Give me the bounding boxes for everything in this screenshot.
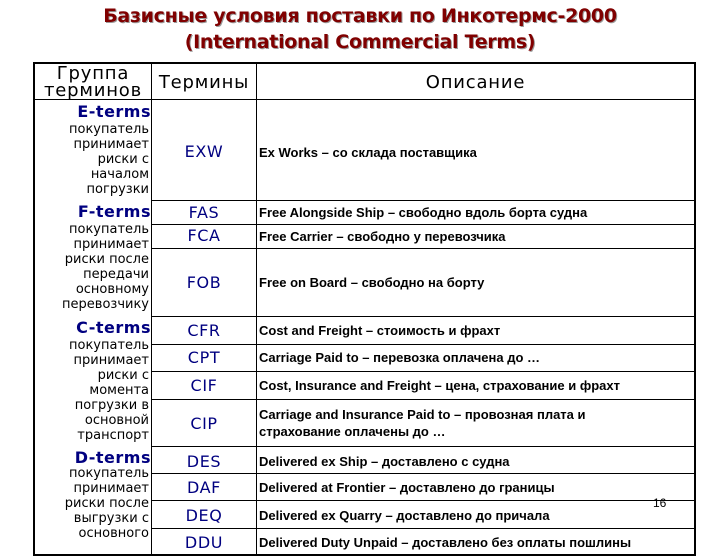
group-name: F-terms — [77, 202, 151, 221]
row-divider — [151, 344, 694, 345]
row-divider — [151, 224, 694, 225]
row-divider — [151, 399, 694, 400]
term-description: Delivered ex Ship – доставлено с судна — [259, 454, 510, 469]
term-description: Cost and Freight – стоимость и фрахт — [259, 323, 501, 338]
row-divider — [151, 248, 694, 249]
term-code: DAF — [187, 478, 221, 497]
row-divider — [151, 316, 694, 317]
group-description: покупатель принимает риски с момента погрузки в основной транспорт — [68, 338, 149, 443]
term-code: CFR — [187, 321, 221, 340]
term-code: CIF — [190, 376, 218, 395]
group-name: D-terms — [74, 448, 151, 467]
term-code: DDU — [184, 533, 224, 552]
term-description: Carriage and Insurance Paid to – провозная плата и страхование оплачены до … — [259, 407, 586, 439]
row-divider — [151, 500, 694, 501]
group-description: покупатель принимает риски после выгрузки с основного — [64, 466, 149, 541]
row-divider — [151, 528, 694, 529]
row-divider — [151, 473, 694, 474]
header-description: Описание — [425, 72, 526, 93]
term-description: Delivered ex Quarry – доставлено до причала — [259, 508, 550, 523]
term-code: DES — [186, 452, 222, 471]
term-description: Delivered Duty Unpaid – доставлено без оплаты пошлины — [259, 535, 632, 550]
header-divider — [35, 99, 694, 100]
group-name: E-terms — [77, 102, 151, 121]
term-description: Delivered at Frontier – доставлено до границы — [259, 480, 555, 495]
incoterms-table — [33, 62, 696, 556]
term-code: FCA — [187, 226, 221, 245]
term-description: Cost, Insurance and Freight – цена, страхование и фрахт — [259, 378, 620, 393]
term-description: Ex Works – со склада поставщика — [259, 145, 477, 160]
row-divider — [151, 371, 694, 372]
header-terms: Термины — [158, 72, 250, 93]
term-code: DEQ — [185, 506, 223, 525]
column-divider — [256, 64, 257, 554]
term-description: Carriage Paid to – перевозка оплачена до … — [259, 350, 541, 365]
group-description: покупатель принимает риски с началом погрузки — [68, 122, 149, 197]
term-code: FAS — [188, 203, 220, 222]
header-group: Группа терминов — [43, 63, 143, 101]
slide-subtitle: (International Commercial Terms) — [184, 31, 536, 53]
term-code: EXW — [184, 142, 224, 161]
slide-title: Базисные условия поставки по Инкотермс-2000 — [103, 5, 617, 27]
row-divider — [151, 200, 694, 201]
row-divider — [151, 446, 694, 447]
group-description: покупатель принимает риски после передачи основному перевозчику — [62, 222, 149, 312]
term-description: Free Alongside Ship – свободно вдоль борта судна — [259, 205, 588, 220]
term-code: CIP — [190, 414, 218, 433]
group-name: C-terms — [76, 318, 151, 337]
term-description: Free Carrier – свободно у перевозчика — [259, 229, 506, 244]
page-number: 16 — [653, 496, 667, 510]
term-description: Free on Board – свободно на борту — [259, 275, 485, 290]
term-code: FOB — [186, 273, 222, 292]
term-code: CPT — [187, 348, 221, 367]
